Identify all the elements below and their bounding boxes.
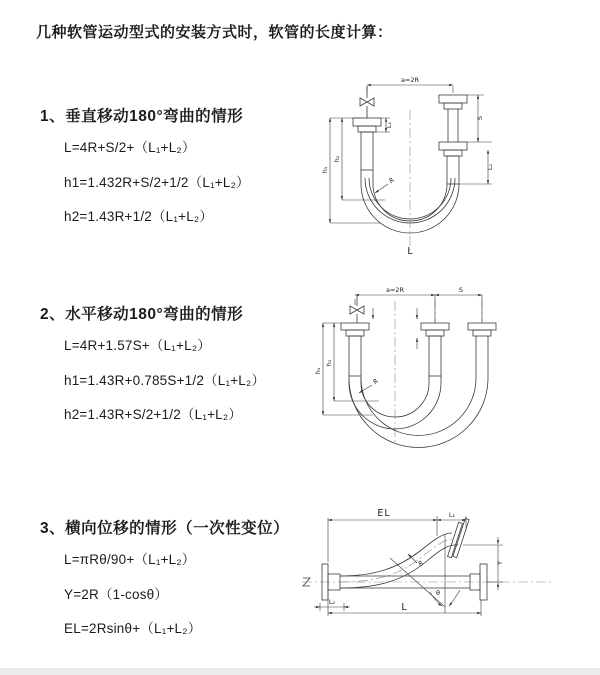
braided-hose-middle [429,336,441,376]
section-2 [40,302,320,423]
section-2-heading: 2、水平移动180°弯曲的情形 [40,306,244,323]
dim-label-r: R [371,376,381,386]
hose-left-leg [361,170,373,184]
braided-hose-left [349,336,361,376]
formula-2-h2: h2=1.43R+S/2+1/2（L₁+L₂） [64,407,243,422]
formula-1-L: L=4R+S/2+（L₁+L₂） [64,140,196,155]
braided-hose-right [447,156,459,184]
dim-label-theta: θ [436,589,440,597]
dim-label-length: L [401,602,407,613]
formula-3-Y: Y=2R（1-cosθ） [64,586,169,602]
dim-h2 [334,323,379,401]
section-3-heading: 3、横向位移的情形（一次性变位） [40,520,290,537]
formula-3-L: L=πRθ/90+（L₁+L₂） [64,552,196,567]
formula-2-h1: h1=1.43R+0.785S+1/2（L₁+L₂） [64,372,266,388]
right-flange-lower [439,142,467,156]
u-bend-position1 [349,376,441,429]
dim-label-length: L [407,246,413,257]
dim-label-y: Y [496,561,504,565]
middle-flange [421,323,449,336]
right-pipe [448,109,458,142]
dim-label-l2: L₂ [486,163,494,171]
formula-1-h1: h1=1.432R+S/2+1/2（L₁+L₂） [64,174,250,190]
dim-label-s: S [458,286,464,294]
formula-2-L: L=4R+1.57S+（L₁+L₂） [64,338,211,353]
valve-icon [350,296,364,323]
formula-1-h2: h2=1.43R+1/2（L₁+L₂） [64,209,214,224]
dim-h2 [342,118,385,200]
page-title: 几种软管运动型式的安装方式时，软管的长度计算： [36,24,393,41]
left-flange [341,323,369,336]
radius-leader [375,184,388,193]
dim-label-h1: h₁ [321,166,329,174]
dim-label-a2r: a=2R [385,286,405,294]
dim-label-r: R [387,175,397,185]
dim-label-a2r: a=2R [400,76,420,84]
dim-h1 [330,118,380,223]
right-flange-upper [439,95,467,109]
left-flange [353,118,381,132]
section-1-heading: 1、垂直移动180°弯曲的情形 [40,108,244,125]
dim-label-l2: L₂ [328,598,336,606]
right-hose-leg [476,336,488,378]
diagram-lateral-displacement [300,496,562,654]
u-bend-position2 [349,378,488,448]
braided-hose-left [361,132,373,170]
page-bottom-edge [0,668,600,675]
dim-el [328,516,437,562]
centerline-pipes [435,299,482,321]
dim-width [355,295,482,323]
dim-label-r: R [416,558,426,568]
right-flange [468,323,496,336]
section-1 [40,104,320,225]
section-3 [40,516,320,637]
dim-label-l1: L₁ [385,121,393,129]
dim-width [367,85,453,94]
diagram-vertical-180-bend [318,72,536,257]
formula-3-EL: EL=2Rsinθ+（L₁+L₂） [64,621,202,636]
dim-label-h2: h₂ [333,155,341,163]
dim-label-s: S [476,115,484,121]
dim-label-h2: h₂ [325,359,333,367]
dim-label-el: EL [377,508,391,519]
dim-label-h1: h₁ [314,367,322,375]
dim-label-l1: L₁ [448,511,456,519]
curved-hose-position [340,533,458,588]
diagram-horizontal-180-bend [313,283,545,463]
